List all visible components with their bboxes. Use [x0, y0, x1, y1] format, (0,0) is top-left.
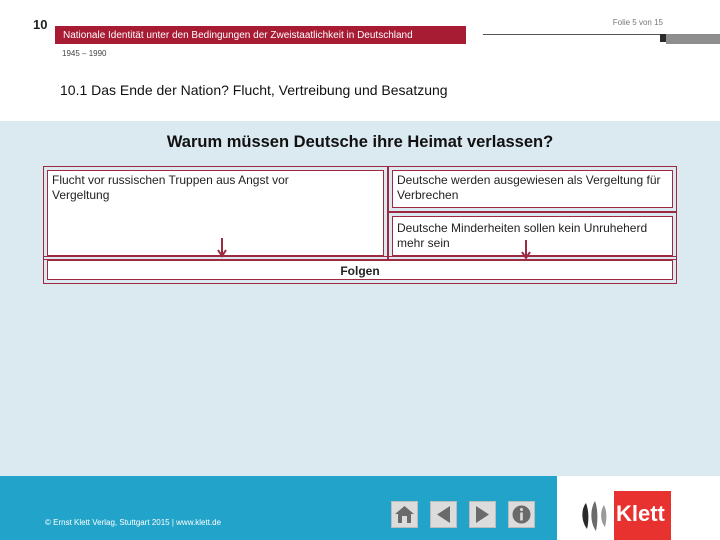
slide-counter: Folie 5 von 15: [612, 18, 663, 27]
chapter-number: 10: [33, 17, 48, 32]
klett-emblem-icon: [578, 499, 610, 533]
copyright-text: © Ernst Klett Verlag, Stuttgart 2015 | www.klett.de: [45, 518, 222, 527]
info-button[interactable]: [508, 501, 535, 528]
home-button[interactable]: [391, 501, 418, 528]
section-heading: 10.1 Das Ende der Nation? Flucht, Vertreibung und Besatzung: [60, 82, 448, 98]
reason-text-flight: Flucht vor russischen Truppen aus Angst vor Vergeltung: [52, 173, 289, 202]
next-slide-button[interactable]: [469, 501, 496, 528]
arrow-down-icon: [217, 238, 227, 258]
reason-text-minorities: Deutsche Minderheiten sollen kein Unruheherd mehr sein: [397, 221, 648, 250]
reason-text-expulsion: Deutsche werden ausgewiesen als Vergeltung für Verbrechen: [397, 173, 661, 202]
result-label: Folgen: [340, 264, 380, 278]
home-icon: [392, 502, 417, 527]
topic-title-bar: [55, 26, 466, 44]
info-icon: [509, 502, 534, 527]
title-grey-block: [666, 34, 720, 44]
klett-wordmark: Klett: [616, 501, 665, 526]
triangle-left-icon: [431, 502, 456, 527]
arrow-down-icon: [521, 240, 531, 260]
previous-slide-button[interactable]: [430, 501, 457, 528]
question-heading: Warum müssen Deutsche ihre Heimat verlassen?: [166, 133, 554, 151]
triangle-right-icon: [470, 502, 495, 527]
klett-logo: [572, 491, 671, 540]
topic-title: Nationale Identität unter den Bedingungen der Zweistaatlichkeit in Deutschland: [63, 30, 413, 41]
period-label: 1945 – 1990: [62, 49, 107, 58]
title-rule: [483, 34, 663, 42]
